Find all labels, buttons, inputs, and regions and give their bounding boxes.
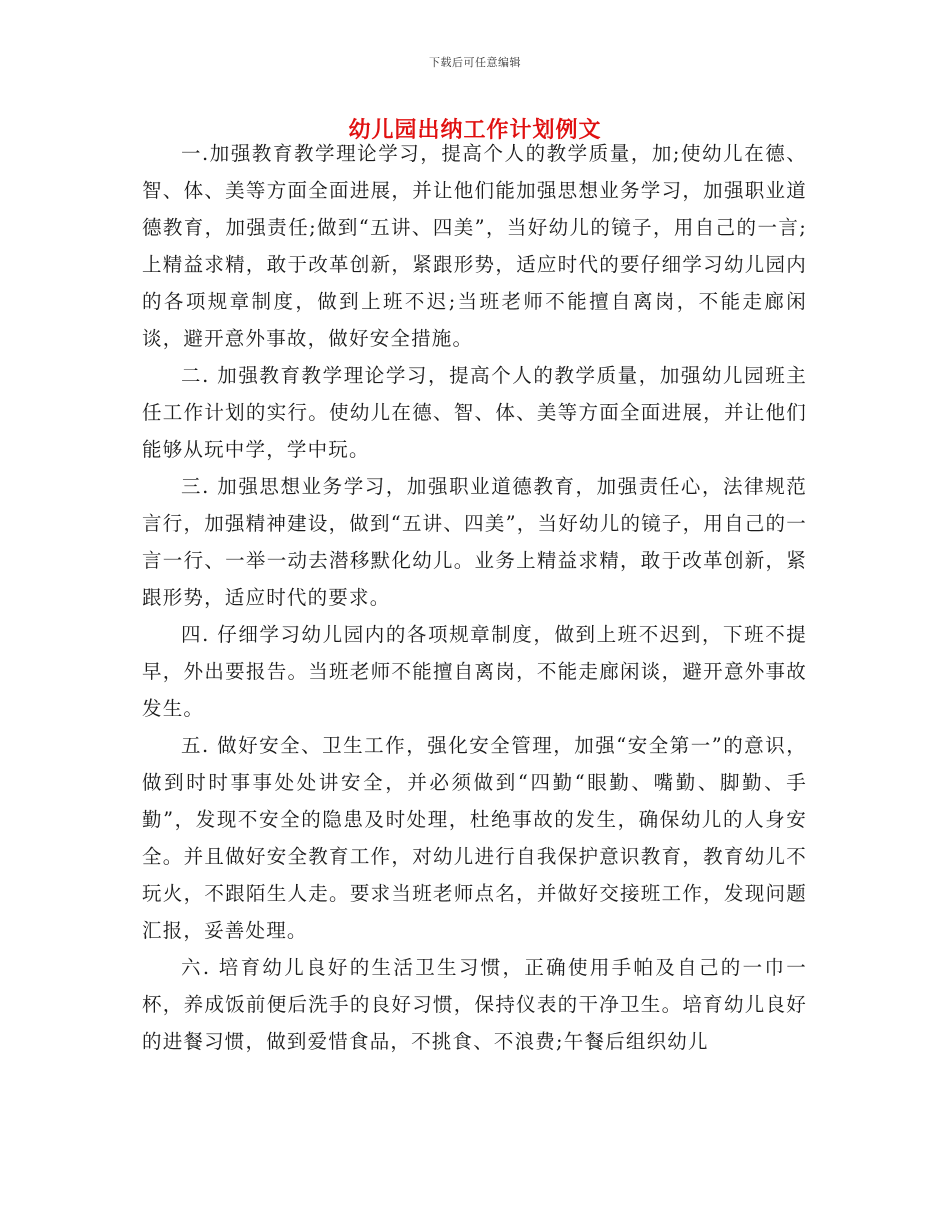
paragraph-2: 二. 加强教育教学理论学习，提高个人的教学质量，加强幼儿园班主任工作计划的实行。使幼儿在德、智、体、美等方面全面进展，并让他们能够从玩中学，学中玩。 [142, 364, 807, 461]
document-body [142, 135, 807, 1060]
document-title: 幼儿园出纳工作计划例文 [348, 117, 602, 143]
paragraph-4: 四. 仔细学习幼儿园内的各项规章制度，做到上班不迟到，下班不提早，外出要报告。当班老师不能擅自离岗，不能走廊闲谈，避开意外事故发生。 [142, 623, 807, 720]
paragraph-6: 六. 培育幼儿良好的生活卫生习惯，正确使用手帕及自己的一巾一杯，养成饭前便后洗手的良好习惯，保持仪表的干净卫生。培育幼儿良好的进餐习惯，做到爱惜食品，不挑食、不浪费;午餐后组织幼儿 [142, 956, 807, 1053]
paragraph-1: 一.加强教育教学理论学习，提高个人的教学质量，加;使幼儿在德、智、体、美等方面全面进展，并让他们能加强思想业务学习，加强职业道德教育，加强责任;做到“五讲、四美”，当好幼儿的镜子，用自己的一言;上精益求精，敢于改革创新，紧跟形势，适应时代的要仔细学习幼儿园内的各项规章制度，做到上班不迟;当班老师不能擅自离岗，不能走廊闲谈，避开意外事故，做好安全措施。 [142, 142, 807, 350]
paragraph-3: 三. 加强思想业务学习，加强职业道德教育，加强责任心，法律规范言行，加强精神建设，做到“五讲、四美”，当好幼儿的镜子，用自己的一言一行、一举一动去潜移默化幼儿。业务上精益求精，敢于改革创新，紧跟形势，适应时代的要求。 [142, 475, 807, 609]
header-note: 下载后可任意编辑 [429, 56, 521, 69]
paragraph-5: 五. 做好安全、卫生工作，强化安全管理，加强“安全第一”的意识，做到时时事事处处讲安全，并必须做到“四勤“眼勤、嘴勤、脚勤、手勤”，发现不安全的隐患及时处理，杜绝事故的发生，确保幼儿的人身安全。并且做好安全教育工作，对幼儿进行自我保护意识教育，教育幼儿不玩火，不跟陌生人走。要求当班老师点名，并做好交接班工作，发现问题汇报，妥善处理。 [142, 734, 807, 942]
